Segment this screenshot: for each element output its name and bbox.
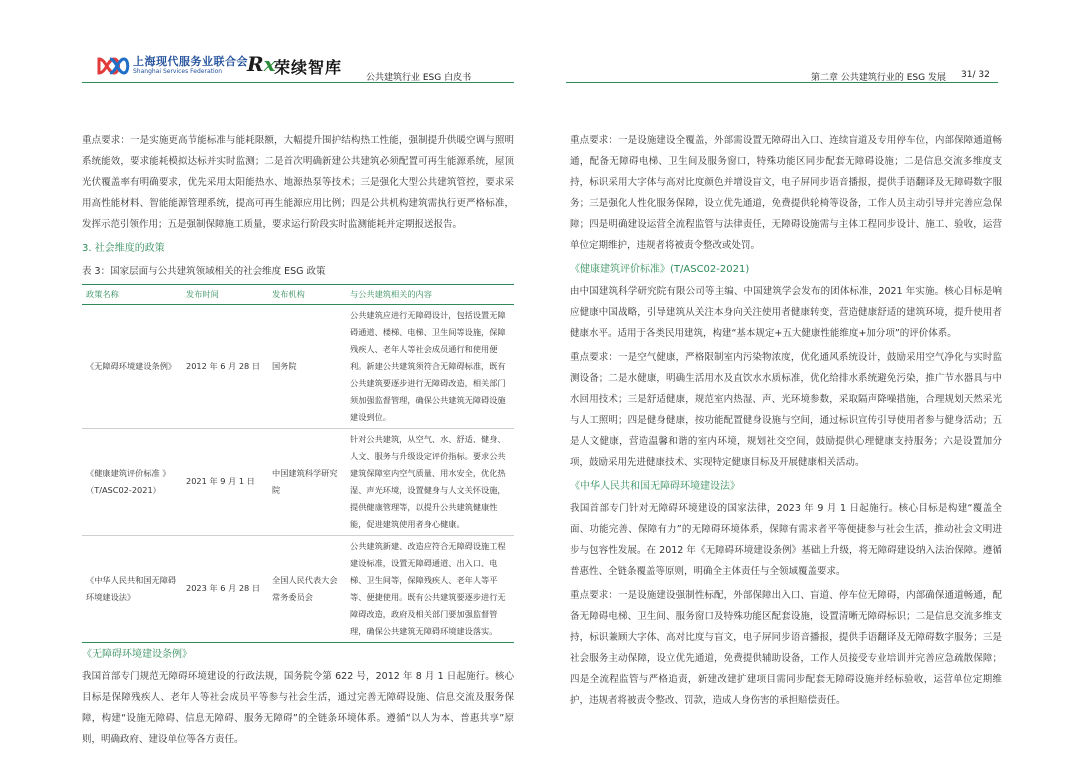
col-header-content: 与公共建筑相关的内容 — [346, 285, 514, 305]
cell-date: 2021 年 9 月 1 日 — [182, 428, 268, 535]
document-title: 公共建筑行业 ESG 白皮书 — [366, 73, 472, 83]
regulation-title: 《无障碍环境建设条例》 — [82, 648, 192, 660]
table-row — [82, 535, 514, 642]
cell-policy-name: 《无障碍环境建设条例》 — [82, 304, 182, 428]
right-column — [570, 130, 1002, 714]
accessibility-law-paragraph: 我国首部专门针对无障碍环境建设的国家法律，2023 年 9 月 1 日起施行。核心目标是构建“覆盖全面、功能完善、保障有力”的无障碍环境体系，保障有需求者平等便捷参与社会生活，推动社会文明进步与包容性发展。在 2012 年《无障碍环境建设条例》基础上升级，将无障碍建设纳入法治保障。遵循普惠性、全链条覆盖等原则，明确全主体责任与全领域覆盖要求。 — [570, 503, 1002, 577]
table-row — [82, 428, 514, 535]
cell-org: 全国人民代表大会常务委员会 — [268, 535, 346, 642]
health-requirements-paragraph: 重点要求：一是空气健康，严格限制室内污染物浓度，优化通风系统设计，鼓励采用空气净化与实时监测设备；二是水健康，明确生活用水及直饮水水质标准，优化给排水系统避免污染，推广节水器具与中水回用技术；三是舒适健康，规范室内热湿、声、光环境参数，采取隔声降噪措施，合理规划天然采光与人工照明；四是健身健康，按功能配置健身设施与空间，通过标识宣传引导使用者参与健身活动；五是人文健康，营造温馨和谐的室内环境，规划社交空间，鼓励提供心理健康支持服务；六是设置加分项，鼓励采用先进健康技术、实现特定健康目标及开展健康相关活动。 — [570, 352, 1002, 468]
cell-org: 国务院 — [268, 304, 346, 428]
table-row — [82, 304, 514, 428]
accessibility-law-title: 《中华人民共和国无障碍环境建设法》 — [570, 481, 740, 492]
chapter-title: 第二章 公共建筑行业的 ESG 发展 — [811, 73, 946, 83]
brand-logo-icon: Rx — [247, 52, 276, 76]
cell-org: 中国建筑科学研究院 — [268, 428, 346, 535]
section-heading: 3. 社会维度的政策 — [82, 243, 165, 254]
cell-content: 针对公共建筑，从空气、水、舒适、健身、人文、服务与升级设定评价指标。要求公共建筑保障室内空气质量、用水安全，优化热湿、声光环境，设置健身与人文关怀设施，提供健康管理等，以提升公共建筑健康性能，促进建筑使用者身心健康。 — [346, 428, 514, 535]
col-header-date: 发布时间 — [182, 285, 268, 305]
cell-date: 2023 年 6 月 28 日 — [182, 535, 268, 642]
org-name-en: Shanghai Services Federation — [133, 68, 223, 75]
cell-policy-name: 《中华人民共和国无障碍环境建设法》 — [82, 535, 182, 642]
col-header-name: 政策名称 — [82, 285, 182, 305]
org-name — [133, 56, 248, 76]
cell-content: 公共建筑新建、改造应符合无障碍设施工程建设标准，设置无障碍通道、出入口、电梯、卫生间等，保障残疾人、老年人等平等、便捷使用。既有公共建筑要逐步进行无障碍改造，政府及相关部门要加强监督管理，确保公共建筑无障碍环境建设落实。 — [346, 535, 514, 642]
table-caption: 表 3：国家层面与公共建筑领域相关的社会维度 ESG 政策 — [82, 266, 326, 277]
cell-content: 公共建筑应进行无障碍设计，包括设置无障碍通道、楼梯、电梯、卫生间等设施，保障残疾人、老年人等社会成员通行和使用便利。新建公共建筑须符合无障碍标准，既有公共建筑要逐步进行无障碍改造，相关部门须加强监督管理，确保公共建筑无障碍设施建设到位。 — [346, 304, 514, 428]
header-divider-right — [566, 82, 998, 83]
col-header-org: 发布机构 — [268, 285, 346, 305]
policy-table — [82, 284, 514, 643]
table-header-row — [82, 285, 514, 305]
health-standard-title: 《健康建筑评价标准》(T/ASC02-2021) — [570, 264, 750, 275]
cell-date: 2012 年 6 月 28 日 — [182, 304, 268, 428]
left-column — [82, 130, 514, 753]
accessibility-requirements-paragraph: 重点要求：一是设施建设全覆盖，外部需设置无障碍出入口、连续盲道及专用停车位，内部保障通道畅通，配备无障碍电梯、卫生间及服务窗口，特殊功能区同步配套无障碍设施；二是信息交流多维度支持，标识采用大字体与高对比度颜色并增设盲文，电子屏同步语音播报，提供手语翻译及无障碍数字服务；三是强化人性化服务保障，设立优先通道，免费提供轮椅等设备，工作人员主动引导并完善应急保障；四是明确建设运营全流程监管与法律责任，无障碍设施需与主体工程同步设计、施工、验收，运营单位定期维护，违规者将被责令整改或处罚。 — [570, 135, 1002, 251]
regulation-paragraph: 我国首部专门规范无障碍环境建设的行政法规，国务院令第 622 号，2012 年 8 月 1 日起施行。核心目标是保障残疾人、老年人等社会成员平等参与社会生活，通过完善无障碍设施、信息交流及服务保障，构建“设施无障碍、信息无障碍、服务无障碍”的全链条环境体系。遵循“以人为本、普惠共享”原则，明确政府、建设单位等各方责任。 — [82, 670, 514, 745]
cell-policy-name: 《健康建筑评价标准 》（T/ASC02-2021） — [82, 428, 182, 535]
accessibility-law-requirements-paragraph: 重点要求：一是设施建设强制性标配，外部保障出入口、盲道、停车位无障碍，内部确保通道畅通，配备无障碍电梯、卫生间、服务窗口及特殊功能区配套设施，设置清晰无障碍标识；二是信息交流多维支持，标识兼顾大字体、高对比度与盲文，电子屏同步语音播报，提供手语翻译及无障碍数字服务；三是社会服务主动保障，设立优先通道，免费提供辅助设备，工作人员接受专业培训并完善应急疏散保障；四是全流程监管与严格追责，新建改建扩建项目需同步配套无障碍设施并经标验收，运营单位定期维护，违规者将被责令整改、罚款，造成人身伤害的承担赔偿责任。 — [570, 590, 1002, 706]
header-divider-left — [82, 82, 514, 83]
health-standard-paragraph: 由中国建筑科学研究院有限公司等主编、中国建筑学会发布的团体标准，2021 年实施。核心目标是响应健康中国战略，引导建筑从关注本身向关注使用者健康转变，营造健康舒适的建筑环境，提升使用者健康水平。适用于各类民用建筑，构建“基本规定+五大健康性能维度+加分项”的评价体系。 — [570, 286, 1002, 339]
org-name-cn: 上海现代服务业联合会 — [133, 55, 248, 68]
page-number: 31/ 32 — [961, 70, 990, 80]
brand-name: 荣续智库 — [274, 58, 343, 77]
ssf-logo-icon — [96, 55, 130, 77]
energy-requirements-paragraph: 重点要求：一是实施更高节能标准与能耗限额，大幅提升围护结构热工性能，强制提升供暖空调与照明系统能效，要求能耗模拟达标并实时监测；二是首次明确新建公共建筑必须配置可再生能源系统，屋顶光伏覆盖率有明确要求，优先采用太阳能热水、地源热泵等技术；三是强化大型公共建筑管控，要求采用高性能材料、智能能源管理系统，提高可再生能源应用比例；四是公共机构建筑需执行更严格标准，发挥示范引领作用；五是强制保障施工质量，要求运行阶段实时监测能耗并定期报送报告。 — [82, 135, 514, 230]
